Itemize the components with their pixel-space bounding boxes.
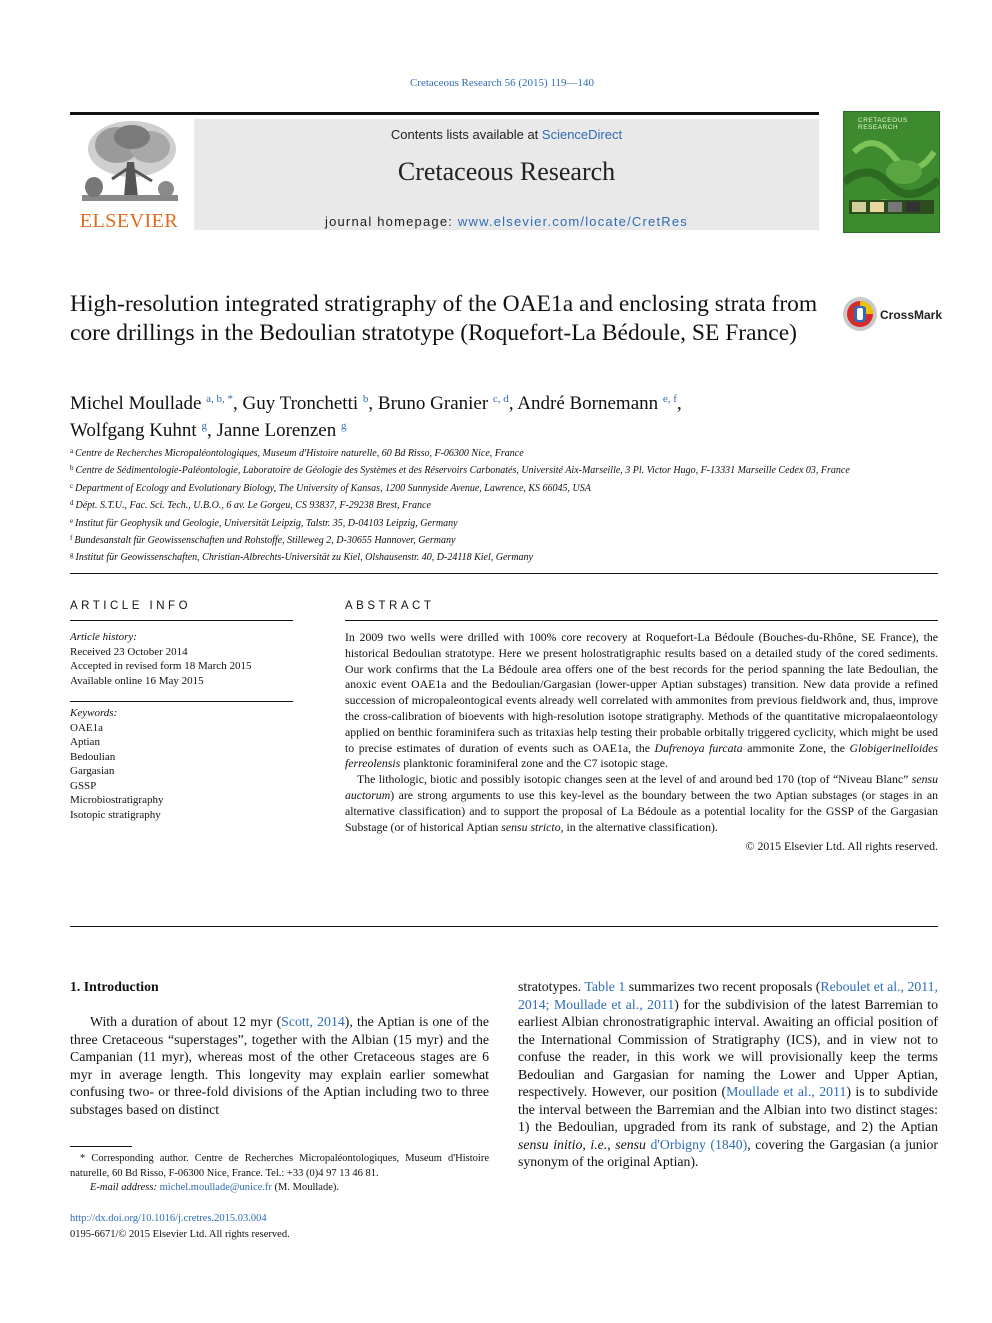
keyword: OAE1a xyxy=(70,721,103,734)
copyright: © 2015 Elsevier Ltd. All rights reserved. xyxy=(745,839,938,854)
author-name: André Bornemann xyxy=(517,393,659,414)
ref-link[interactable]: Moullade et al., 2011 xyxy=(726,1084,847,1099)
author-name: Guy Tronchetti xyxy=(242,393,359,414)
article-info-rule xyxy=(70,620,293,621)
affiliation-item xyxy=(70,514,940,531)
affiliation-text: Institut für Geophysik und Geologie, Universität Leipzig, Talstr. 35, D-04103 Leipzig, Germany xyxy=(75,517,458,529)
keyword: Aptian xyxy=(70,736,100,748)
homepage-prefix: journal homepage: xyxy=(324,214,458,229)
text-run: ammonite Zone, the xyxy=(742,740,850,755)
text-run: ) for the subdivision of the latest Barremian to earliest Albian chronostratigraphic interval. Awaiting an official position of the International Commission of Stratigraphy (ICS), and in view not to confuse the reader, in this work we will provisionally keep the terms Bedoulian and Gargasian for naming the Lower and Upper Aptian, respectively. However, our position ( xyxy=(518,996,938,1099)
affiliation-key: e xyxy=(70,516,74,525)
affiliation-item xyxy=(70,496,940,513)
keyword: Gargasian xyxy=(70,765,115,777)
crossmark-label: CrossMark xyxy=(880,308,943,322)
author-affil-ref[interactable]: g xyxy=(201,420,207,432)
affiliation-text: Dépt. S.T.U., Fac. Sci. Tech., U.B.O., 6 av. Le Gorgeu, CS 93837, F-29238 Brest, France xyxy=(75,500,431,512)
author-affil-ref[interactable]: e, f xyxy=(662,393,677,405)
crossmark-badge[interactable] xyxy=(842,296,942,336)
author[interactable] xyxy=(70,393,233,414)
contents-line xyxy=(194,127,819,142)
keyword: Microbiostratigraphy xyxy=(70,794,164,806)
abstract-paragraph xyxy=(345,630,938,772)
author[interactable] xyxy=(517,393,677,414)
author-affil-ref[interactable]: a, b, * xyxy=(206,393,234,405)
author-affil-ref[interactable]: b xyxy=(362,393,369,405)
affiliation-key: g xyxy=(70,551,74,560)
email-suffix: (M. Moullade). xyxy=(271,1182,339,1193)
elsevier-wordmark: ELSEVIER xyxy=(79,210,179,232)
abstract-heading: ABSTRACT xyxy=(345,600,435,612)
intro-heading: 1. Introduction xyxy=(70,979,159,994)
author-name: Wolfgang Kuhnt xyxy=(70,420,197,441)
text-run: ), the Aptian is one of the three Cretaceous “superstages”, together with the Albian (15 myr) and the Campanian (11 myr), whereas most of the other Cretaceous stages are 6 myr in average length. This longevity may explain earlier somewhat confusing two- or three-fold divisions of the Aptian including two to three substages based on distinct xyxy=(70,1014,490,1117)
text-run: The lithologic, biotic and possibly isotopic changes seen at the level of and around bed 170 (top of “Niveau Blanc” xyxy=(357,772,912,787)
intro-paragraph xyxy=(70,1013,489,1118)
author-sep: , xyxy=(368,393,378,414)
divider-top xyxy=(70,573,938,574)
table-link[interactable]: Table 1 xyxy=(584,979,626,994)
affiliation-item xyxy=(70,479,940,496)
author-name: Janne Lorenzen xyxy=(216,420,337,441)
affiliation-item xyxy=(70,548,940,565)
footnote-star: * xyxy=(80,1153,86,1164)
keywords xyxy=(70,706,293,822)
doi-link[interactable]: http://dx.doi.org/10.1016/j.cretres.2015.03.004 xyxy=(70,1213,267,1224)
text-run: planktonic foraminiferal zone and the C7 isotopic stage. xyxy=(400,756,668,771)
text-run: In 2009 two wells were drilled with 100% core recovery at Roquefort-La Bédoule (Bouches-du-Rhône, SE France), the historical Bedoulian stratotype. Here we present holostratigraphic results based on a detailed study of the cored sediments. Our work confirms that the La Bédoule area offers one of the best records for the period spanning the late Bedoulian, the anoxic event OAE1a and the Bedoulian/Gargasian (lower-upper Aptian substages) transition. New data provide a refined succession of micropaleontogical events already well correlated with ammonites from previous fieldwork and, thus, improve the cross-calibration of bioevents with high-resolution isotope stratigraphy. Methods of the quantitative micropalaeontology applied on benthic foraminifera such as tritaxias help testing their probable orbitally triggered cyclicity, which might be used to precise estimates of duration of events such as OAE1a, the xyxy=(345,630,938,755)
journal-name: Cretaceous Research xyxy=(397,157,616,186)
intro-paragraph xyxy=(518,978,938,1171)
crossmark-icon xyxy=(842,296,878,332)
ref-link[interactable]: d'Orbigny (1840) xyxy=(650,1136,748,1152)
text-run: summarizes two recent proposals ( xyxy=(625,979,821,994)
author-sep: , xyxy=(206,420,217,441)
article-title: High-resolution integrated stratigraphy of the OAE1a and enclosing strata from core drillings in the Bedoulian stratotype (Roquefort-La Bédoule, SE France) xyxy=(70,291,818,346)
text-run: sensu auctorum xyxy=(345,772,938,802)
affiliation-text: Centre de Recherches Micropaléontologiques, Museum d'Histoire naturelle, 60 Bd Risso, F-06300 Nice, France xyxy=(75,448,524,459)
footnote-text: Corresponding author. Centre de Recherches Micropaléontologiques, Museum d'Histoire naturelle, 60 Bd Risso, F-06300 Nice, France. Tel.: +33 (0)4 97 13 46 81. xyxy=(70,1153,490,1179)
email-label: E-mail address: xyxy=(90,1182,157,1193)
text-run: stratotypes. xyxy=(518,979,585,994)
affiliation-text: Institut für Geowissenschaften, Christian-Albrechts-Universität zu Kiel, Olshausenstr. 40, D-24118 Kiel, Germany xyxy=(75,552,533,564)
email-link[interactable]: michel.moullade@unice.fr xyxy=(159,1182,272,1193)
author-sep: , xyxy=(508,393,518,414)
affiliation-item xyxy=(70,531,940,548)
abstract-rule xyxy=(345,620,938,621)
text-run: ) is to subdivide the interval between the Barremian and the Albian into two distinct stages: 1) the Bedoulian, upgraded from its rank of substage, and 2) the Aptian xyxy=(518,1084,938,1134)
affiliation-list xyxy=(70,444,940,566)
author[interactable] xyxy=(378,393,509,414)
affiliation-text: Department of Ecology and Evolutionary Biology, The University of Kansas, 1200 Sunnyside Avenue, Lawrence, KS 66045, USA xyxy=(75,482,591,494)
divider-bottom xyxy=(70,926,938,927)
text-run: sensu stricto xyxy=(501,819,561,834)
keyword: Isotopic stratigraphy xyxy=(70,808,161,821)
journal-cover-thumbnail[interactable] xyxy=(843,111,940,233)
text-run: With a duration of about 12 myr ( xyxy=(90,1014,282,1029)
author[interactable] xyxy=(216,420,346,441)
affiliation-key: a xyxy=(70,447,74,455)
keywords-rule xyxy=(70,701,293,702)
text-run: i.e. xyxy=(590,1136,608,1152)
text-run: sensu initio xyxy=(518,1136,583,1152)
affiliation-text: Bundesanstalt für Geowissenschaften und Rohstoffe, Stilleweg 2, D-30655 Hannover, Germany xyxy=(74,535,456,547)
affiliation-item xyxy=(70,444,940,461)
text-run: ) are strong arguments to use this key-level as the boundary between the two Aptian substages (or stages in an alternative classification) and to support the proposal of La Bédoule as a potential locality for the GSSP of the Gargasian Substage (or of historical Aptian xyxy=(345,787,938,834)
journal-citation[interactable]: Cretaceous Research 56 (2015) 119—140 xyxy=(409,77,595,89)
homepage-link[interactable]: www.elsevier.com/locate/CretRes xyxy=(457,214,688,229)
contents-prefix: Contents lists available at xyxy=(390,127,542,142)
text-run: , covering the Gargasian (a junior synonym of the original Aptian). xyxy=(518,1136,938,1169)
author[interactable] xyxy=(70,420,207,441)
text-run: sensu xyxy=(615,1136,646,1152)
affiliation-key: b xyxy=(70,464,74,473)
author-affil-ref[interactable]: c, d xyxy=(492,393,509,405)
author[interactable] xyxy=(243,393,369,414)
issn-line: 0195-6671/© 2015 Elsevier Ltd. All rights reserved. xyxy=(70,1228,290,1240)
doi-block xyxy=(70,1211,470,1242)
cover-title: CRETACEOUS RESEARCH xyxy=(858,117,908,131)
keywords-label: Keywords: xyxy=(70,707,118,719)
article-info-heading: ARTICLE INFO xyxy=(70,600,192,612)
author-name: Michel Moullade xyxy=(70,393,202,414)
text-run: , xyxy=(607,1136,616,1152)
author-sep: , xyxy=(233,393,243,414)
affiliation-key: d xyxy=(70,499,74,508)
history-online: Available online 16 May 2015 xyxy=(70,674,204,687)
footnote-email xyxy=(70,1181,489,1196)
journal-header-box xyxy=(194,119,819,230)
keyword: GSSP xyxy=(70,779,97,792)
ref-link[interactable]: Reboulet et al., 2011, 2014; Moullade et al., 2011 xyxy=(518,979,938,1012)
history-accepted: Accepted in revised form 18 March 2015 xyxy=(70,660,252,672)
text-run: Dufrenoya furcata xyxy=(654,740,743,755)
author-list xyxy=(70,388,910,442)
text-run: Globigerinelloides ferreolensis xyxy=(345,740,939,771)
history-received: Received 23 October 2014 xyxy=(70,645,188,658)
text-run: , in the alternative classification). xyxy=(560,819,718,834)
abstract-paragraph xyxy=(345,772,938,835)
keyword: Bedoulian xyxy=(70,750,116,763)
article-history xyxy=(70,630,293,688)
intro-left-column xyxy=(70,1013,489,1118)
author-sep: , xyxy=(676,393,682,414)
ref-link[interactable]: Scott, 2014 xyxy=(281,1014,345,1029)
footnote-corresponding xyxy=(70,1152,489,1181)
history-label: Article history: xyxy=(70,631,137,643)
footnote xyxy=(70,1152,489,1196)
affiliation-text: Centre de Sédimentologie-Paléontologie, Laboratoire de Géologie des Systèmes et des Réservoirs Carbonatés, Université Aix-Marseille, 3 Pl. Victor Hugo, F-13331 Marseille Cedex 03, France xyxy=(75,465,850,477)
intro-right-column xyxy=(518,978,938,1171)
elsevier-tree-icon xyxy=(72,117,186,209)
author-name: Bruno Granier xyxy=(377,393,489,414)
footnote-rule xyxy=(70,1146,132,1147)
text-run: , xyxy=(582,1136,591,1152)
affiliation-item xyxy=(70,461,940,478)
homepage-line xyxy=(194,214,819,229)
abstract-body xyxy=(345,630,938,855)
affiliation-key: c xyxy=(70,481,74,490)
elsevier-logo[interactable] xyxy=(70,117,188,232)
affiliation-key: f xyxy=(70,534,73,543)
author-affil-ref[interactable]: g xyxy=(340,420,347,432)
sciencedirect-link[interactable]: ScienceDirect xyxy=(541,127,623,142)
